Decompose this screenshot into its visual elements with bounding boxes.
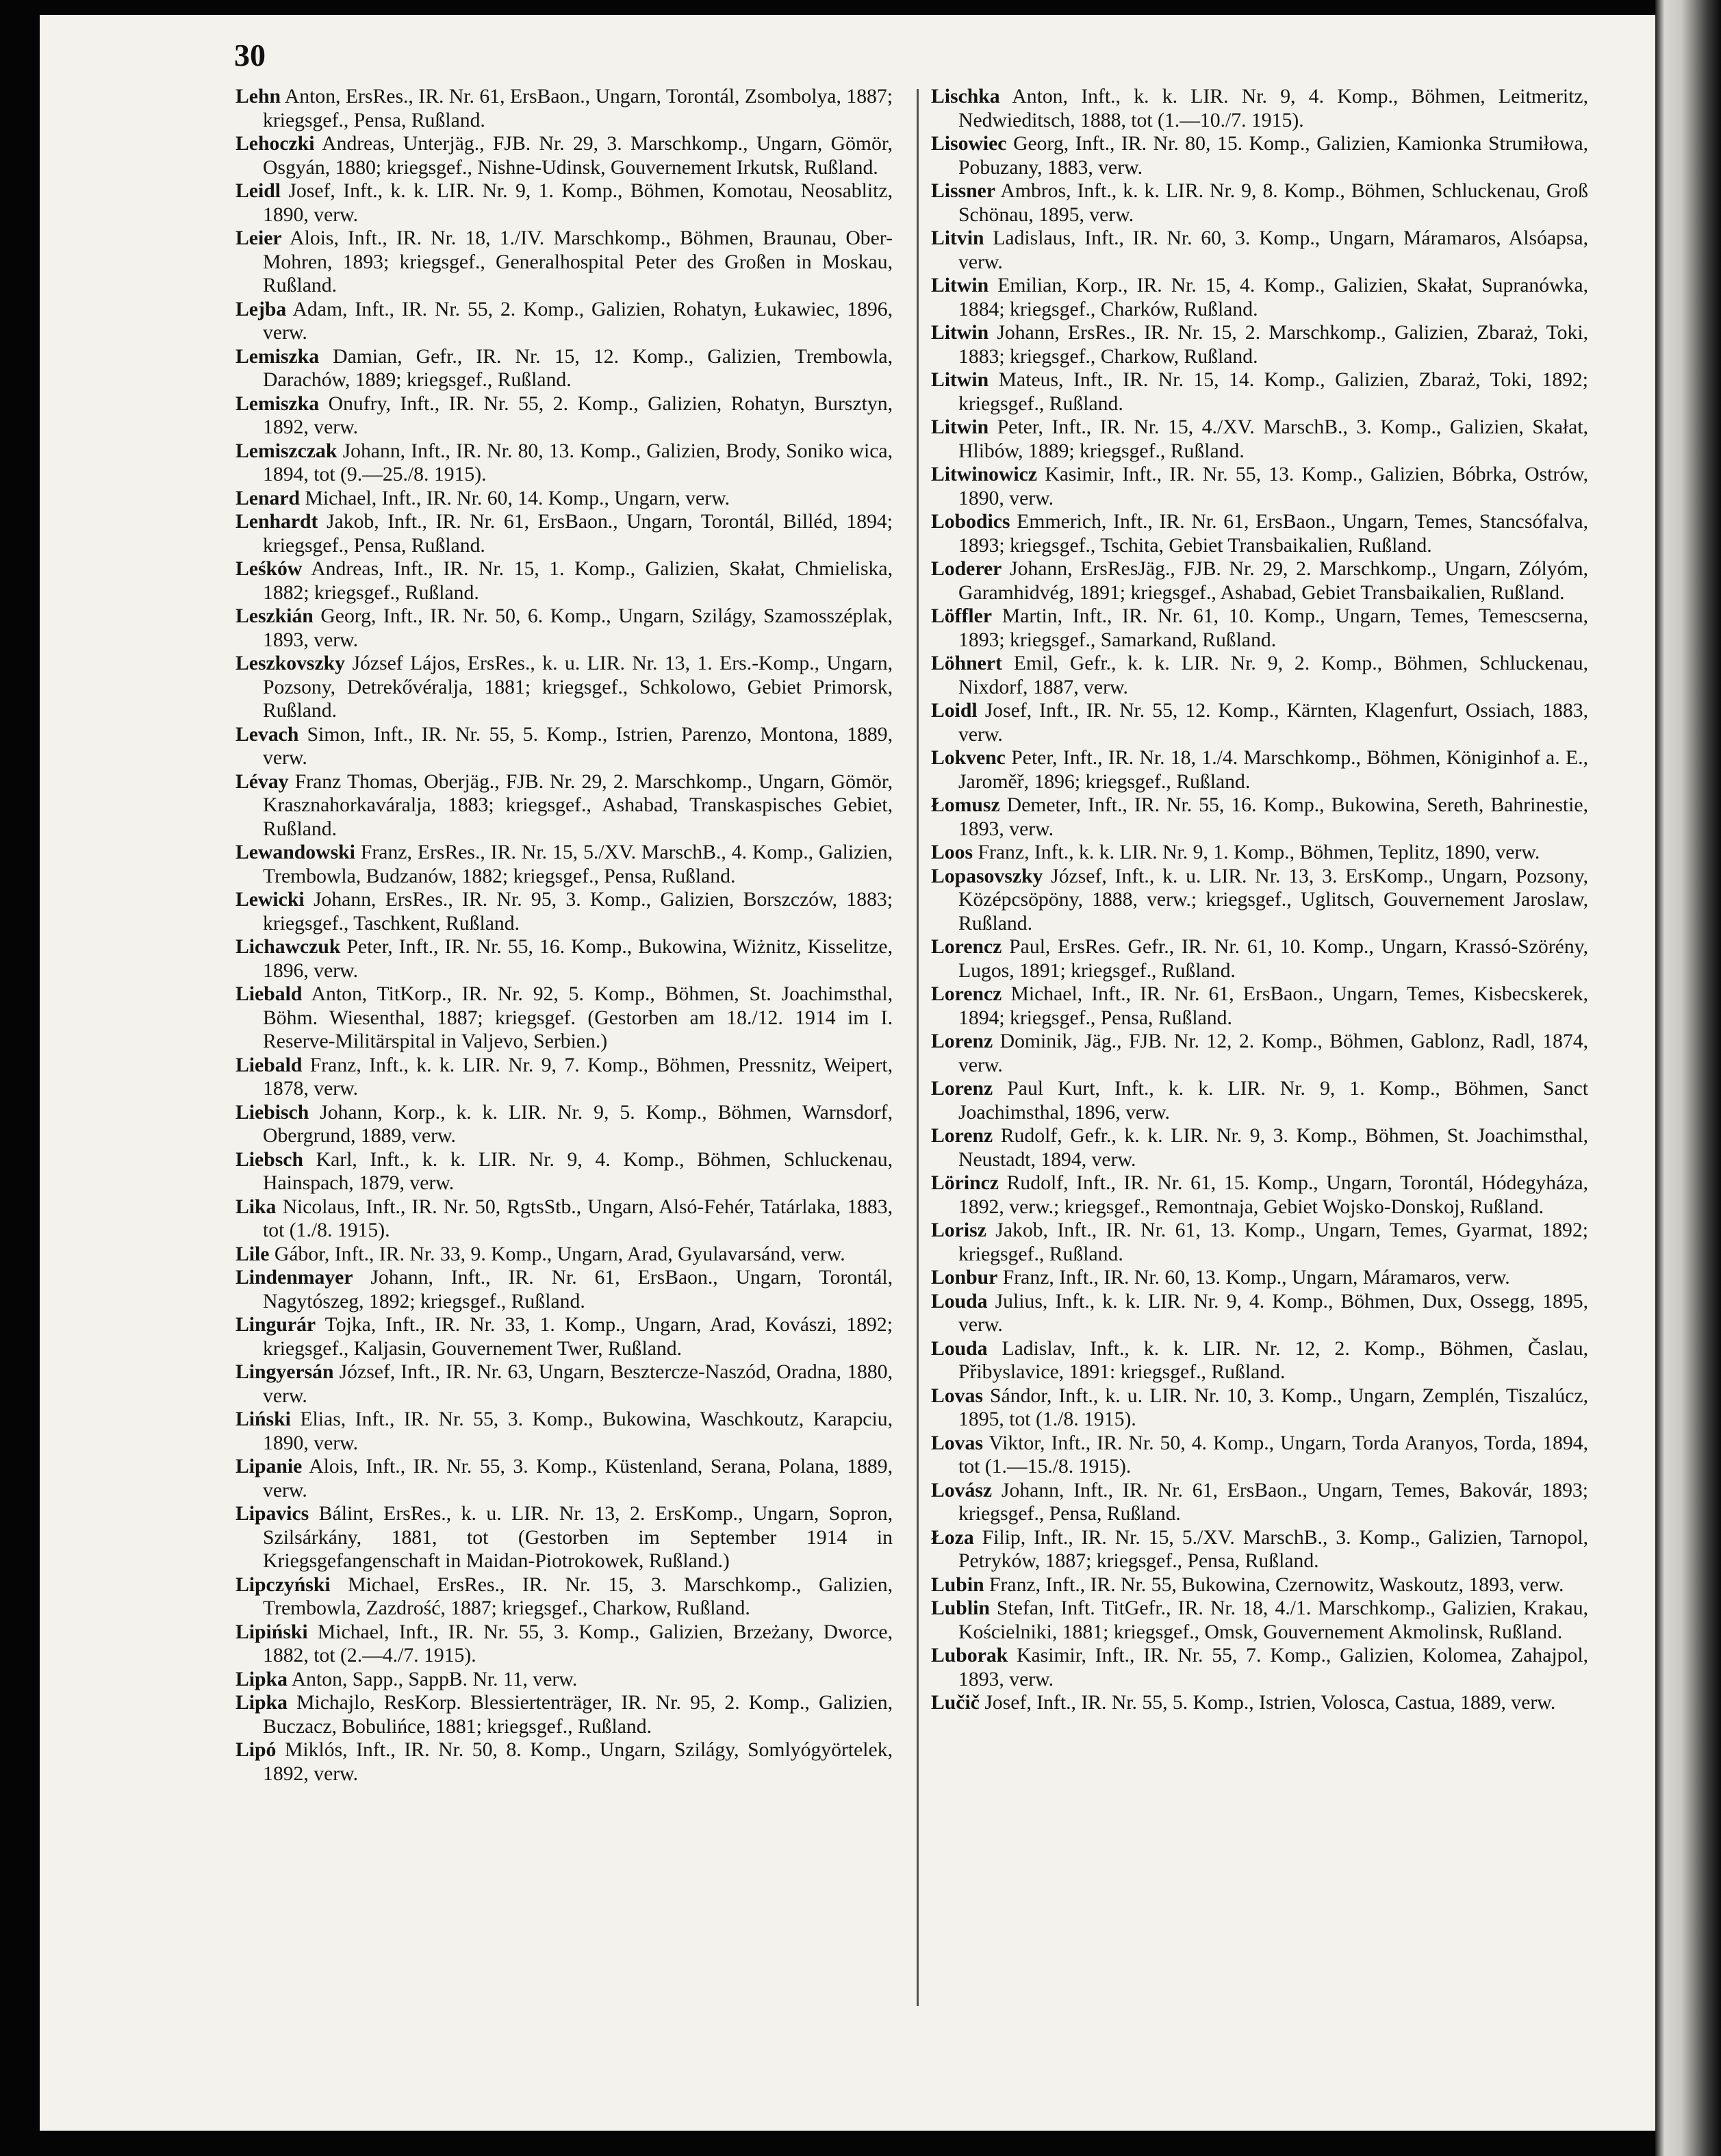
- entry-surname: Lovas: [931, 1432, 983, 1454]
- entry-details: Franz, Inft., k. k. LIR. Nr. 9, 7. Komp., Böhmen, Pressnitz, Weipert, 1878, verw.: [263, 1054, 893, 1100]
- entry-details: Johann, ErsRes., IR. Nr. 15, 2. Marschkomp., Galizien, Zbaraż, Toki, 1883; kriegsgef., Charkow, Rußland.: [958, 322, 1589, 368]
- list-entry: [235, 392, 893, 440]
- entry-details: Julius, Inft., k. k. LIR. Nr. 9, 4. Komp., Böhmen, Dux, Ossegg, 1895, verw.: [958, 1290, 1588, 1336]
- entry-surname: Lemiszka: [235, 345, 320, 368]
- list-entry: [235, 1148, 893, 1195]
- entry-surname: Luborak: [931, 1645, 1008, 1666]
- list-entry: [931, 746, 1588, 794]
- list-entry: [931, 1290, 1588, 1337]
- list-entry: [235, 179, 893, 227]
- entry-details: Ladislaus, Inft., IR. Nr. 60, 3. Komp., Ungarn, Máramaros, Alsóapsa, verw.: [958, 227, 1589, 273]
- entry-surname: Lichawczuk: [235, 936, 341, 958]
- list-entry: [931, 510, 1588, 557]
- entry-surname: Lonbur: [931, 1267, 998, 1289]
- list-entry: [931, 699, 1588, 746]
- list-entry: [931, 1384, 1588, 1432]
- entry-surname: Lipó: [235, 1739, 277, 1761]
- list-entry: [235, 652, 893, 723]
- entry-details: Filip, Inft., IR. Nr. 15, 5./XV. MarschB., 3. Komp., Galizien, Tarnopol, Petryków, 1887; kriegsgef., Pensa, Rußland.: [958, 1526, 1589, 1572]
- entry-surname: Lorisz: [931, 1219, 986, 1241]
- entry-details: Nicolaus, Inft., IR. Nr. 50, RgtsStb., Ungarn, Alsó-Fehér, Tatárlaka, 1883, tot (1./8. 1915).: [263, 1195, 893, 1241]
- list-entry: [235, 888, 893, 935]
- entry-surname: Liebald: [235, 983, 303, 1005]
- entry-details: Emilian, Korp., IR. Nr. 15, 4. Komp., Galizien, Skałat, Supranówka, 1884; kriegsgef., Charków, Rußland.: [958, 275, 1589, 320]
- entry-surname: Löhnert: [931, 652, 1002, 674]
- entry-details: Anton, ErsRes., IR. Nr. 61, ErsBaon., Ungarn, Torontál, Zsombolya, 1887; kriegsgef., Pensa, Rußland.: [263, 86, 893, 131]
- column-divider: [917, 89, 919, 2006]
- list-entry: [931, 463, 1588, 510]
- entry-surname: Litwin: [931, 416, 989, 438]
- entry-details: Miklós, Inft., IR. Nr. 50, 8. Komp., Ungarn, Szilágy, Somlyógyörtelek, 1892, verw.: [263, 1739, 893, 1785]
- entry-details: Josef, Inft., k. k. LIR. Nr. 9, 1. Komp., Böhmen, Komotau, Neosablitz, 1890, verw.: [263, 180, 893, 226]
- entry-surname: Lingyersán: [235, 1361, 334, 1383]
- entry-details: Jakob, Inft., IR. Nr. 61, 13. Komp., Ungarn, Temes, Gyarmat, 1892; kriegsgef., Rußland.: [958, 1219, 1588, 1265]
- entry-details: Peter, Inft., IR. Nr. 15, 4./XV. MarschB., 3. Komp., Galizien, Skałat, Hlibów, 1889; kriegsgef., Rußland.: [958, 416, 1588, 462]
- list-entry: [931, 85, 1588, 132]
- list-entry: [235, 298, 893, 345]
- list-entry: [235, 1691, 893, 1738]
- entry-surname: Lisowiec: [931, 133, 1007, 155]
- entry-surname: Litwinowicz: [931, 464, 1038, 485]
- entry-details: Franz, Inft., k. k. LIR. Nr. 9, 1. Komp., Böhmen, Teplitz, 1890, verw.: [978, 841, 1540, 863]
- list-entry: [235, 132, 893, 179]
- entry-details: Rudolf, Inft., IR. Nr. 61, 15. Komp., Ungarn, Torontál, Hódegyháza, 1892, verw.; kriegsgef., Remontnaja, Gebiet Wojsko-Donskoj, Rußland.: [958, 1172, 1589, 1218]
- entry-details: József, Inft., IR. Nr. 63, Ungarn, Besztercze-Naszód, Oradna, 1880, verw.: [263, 1361, 893, 1407]
- list-entry: [931, 605, 1588, 652]
- entry-surname: Lovas: [931, 1384, 983, 1407]
- entry-details: Johann, ErsRes., IR. Nr. 95, 3. Komp., Galizien, Borszczów, 1883; kriegsgef., Taschkent, Rußland.: [263, 889, 893, 935]
- entry-surname: Lörincz: [931, 1172, 999, 1194]
- entry-details: Franz, Inft., IR. Nr. 60, 13. Komp., Ungarn, Máramaros, verw.: [1002, 1267, 1510, 1289]
- entry-details: Johann, Korp., k. k. LIR. Nr. 9, 5. Komp., Böhmen, Warnsdorf, Obergrund, 1889, verw.: [263, 1101, 893, 1147]
- entry-details: Michael, Inft., IR. Nr. 55, 3. Komp., Galizien, Brzeżany, Dworce, 1882, tot (2.—4./7. 1915).: [263, 1621, 893, 1666]
- entry-details: Adam, Inft., IR. Nr. 55, 2. Komp., Galizien, Rohatyn, Łukawiec, 1896, verw.: [263, 298, 893, 344]
- entry-surname: Lissner: [931, 180, 996, 202]
- entry-surname: Lischka: [931, 86, 1000, 107]
- entry-surname: Louda: [931, 1337, 988, 1360]
- entry-details: Simon, Inft., IR. Nr. 55, 5. Komp., Istrien, Parenzo, Montona, 1889, verw.: [263, 723, 893, 769]
- entry-surname: Lenard: [235, 487, 301, 509]
- list-entry: [931, 1030, 1588, 1077]
- entry-surname: Lindenmayer: [235, 1267, 353, 1289]
- entry-details: Andreas, Inft., IR. Nr. 15, 1. Komp., Galizien, Skałat, Chmieliska, 1882; kriegsgef., Rußland.: [263, 558, 893, 604]
- entry-surname: Lorenz: [931, 1030, 993, 1052]
- list-entry: [235, 85, 893, 132]
- list-entry: [235, 770, 893, 841]
- entry-surname: Litwin: [931, 275, 989, 296]
- entry-details: Sándor, Inft., k. u. LIR. Nr. 10, 3. Komp., Ungarn, Zemplén, Tiszalúcz, 1895, tot (1./8. 1915).: [958, 1384, 1589, 1430]
- entry-surname: Leśków: [235, 558, 303, 580]
- entry-surname: Loderer: [931, 558, 1002, 580]
- entry-surname: Lokvenc: [931, 747, 1006, 769]
- list-entry: [235, 227, 893, 298]
- entry-surname: Lublin: [931, 1597, 990, 1619]
- entry-surname: Loos: [931, 841, 973, 863]
- list-entry: [931, 1526, 1588, 1573]
- list-entry: [931, 1432, 1588, 1479]
- entry-details: Johann, ErsResJäg., FJB. Nr. 29, 2. Marschkomp., Ungarn, Zólyóm, Garamhidvég, 1891; kriegsgef., Ashabad, Gebiet Transbaikalien, Rußland.: [958, 558, 1588, 604]
- entry-surname: Lorenz: [931, 1125, 993, 1147]
- entry-surname: Leszkián: [235, 605, 314, 627]
- entry-details: Bálint, ErsRes., k. u. LIR. Nr. 13, 2. ErsKomp., Ungarn, Sopron, Szilsárkány, 1881, tot (Gestorben im September 1914 in Kriegsgefangenschaft in Maidan-Piotrokowek, Rußland.): [263, 1503, 893, 1572]
- list-entry: [235, 723, 893, 770]
- list-entry: [235, 510, 893, 557]
- entry-details: Dominik, Jäg., FJB. Nr. 12, 2. Komp., Böhmen, Gablonz, Radl, 1874, verw.: [958, 1030, 1588, 1076]
- list-entry: [235, 1573, 893, 1621]
- entry-details: Michael, Inft., IR. Nr. 61, ErsBaon., Ungarn, Temes, Kisbecskerek, 1894; kriegsgef., Pensa, Rußland.: [958, 983, 1588, 1029]
- list-entry: [931, 557, 1588, 605]
- entry-details: Kasimir, Inft., IR. Nr. 55, 7. Komp., Galizien, Kolomea, Zahajpol, 1893, verw.: [958, 1645, 1588, 1690]
- entry-surname: Levach: [235, 723, 299, 746]
- entry-details: Franz, Inft., IR. Nr. 55, Bukowina, Czernowitz, Waskoutz, 1893, verw.: [989, 1573, 1564, 1596]
- entry-details: Emmerich, Inft., IR. Nr. 61, ErsBaon., Ungarn, Temes, Stancsófalva, 1893; kriegsgef., Tschita, Gebiet Transbaikalien, Rußland.: [958, 511, 1589, 557]
- list-entry: [931, 841, 1588, 865]
- list-entry: [931, 1691, 1588, 1715]
- entry-details: Mateus, Inft., IR. Nr. 15, 14. Komp., Galizien, Zbaraż, Toki, 1892; kriegsgef., Rußland.: [958, 369, 1589, 415]
- entry-details: Georg, Inft., IR. Nr. 50, 6. Komp., Ungarn, Szilágy, Szamosszéplak, 1893, verw.: [263, 605, 893, 651]
- list-entry: [931, 321, 1588, 368]
- list-entry: [235, 1621, 893, 1668]
- entry-surname: Litvin: [931, 227, 984, 249]
- list-entry: [235, 557, 893, 605]
- entry-surname: Lorencz: [931, 983, 1002, 1005]
- entry-surname: Lewicki: [235, 889, 305, 911]
- list-entry: [931, 1124, 1588, 1171]
- list-entry: [235, 982, 893, 1054]
- entry-details: Peter, Inft., IR. Nr. 55, 16. Komp., Bukowina, Wiżnitz, Kisselitze, 1896, verw.: [263, 936, 893, 982]
- entry-surname: Lipavics: [235, 1503, 309, 1525]
- entry-details: József Lájos, ErsRes., k. u. LIR. Nr. 13, 1. Ers.-Komp., Ungarn, Pozsony, Detrekővéralja, 1881; kriegsgef., Schkolowo, Gebiet Primorsk, Rußland.: [263, 652, 893, 722]
- list-entry: [235, 1243, 893, 1267]
- list-entry: [931, 227, 1588, 274]
- entry-surname: Leszkovszky: [235, 652, 345, 674]
- list-entry: [931, 274, 1588, 321]
- entry-surname: Liebisch: [235, 1101, 309, 1124]
- entry-details: Franz Thomas, Oberjäg., FJB. Nr. 29, 2. Marschkomp., Ungarn, Gömör, Krasznahorkaváralja, 1883; kriegsgef., Ashabad, Transkaspisches Gebiet, Rußland.: [263, 770, 893, 840]
- entry-surname: Litwin: [931, 322, 989, 344]
- list-entry: [235, 841, 893, 888]
- entry-details: Stefan, Inft. TitGefr., IR. Nr. 18, 4./1. Marschkomp., Galizien, Krakau, Kościelniki, 1881; kriegsgef., Omsk, Gouvernement Akmolinsk, Rußland.: [958, 1597, 1589, 1643]
- entry-surname: Lopasovszky: [931, 865, 1043, 887]
- entry-surname: Lile: [235, 1243, 270, 1265]
- entry-details: Elias, Inft., IR. Nr. 55, 3. Komp., Bukowina, Waschkoutz, Karapciu, 1890, verw.: [263, 1408, 893, 1454]
- list-entry: [931, 1573, 1588, 1597]
- entry-details: Ambros, Inft., k. k. LIR. Nr. 9, 8. Komp., Böhmen, Schluckenau, Groß Schönau, 1895, verw.: [958, 180, 1588, 226]
- list-entry: [235, 1502, 893, 1573]
- entry-surname: Lenhardt: [235, 511, 318, 533]
- entry-details: Demeter, Inft., IR. Nr. 55, 16. Komp., Bukowina, Sereth, Bahrinestie, 1893, verw.: [958, 794, 1588, 840]
- entry-surname: Liński: [235, 1408, 291, 1430]
- entry-details: József, Inft., k. u. LIR. Nr. 13, 3. ErsKomp., Ungarn, Pozsony, Középcsöpöny, 1888, verw.; kriegsgef., Uglitsch, Gouvernement Jaroslaw, Rußland.: [958, 865, 1589, 935]
- entry-details: Andreas, Unterjäg., FJB. Nr. 29, 3. Marschkomp., Ungarn, Gömör, Osgyán, 1880; kriegsgef., Nishne-Udinsk, Gouvernement Irkutsk, Rußland.: [263, 133, 893, 179]
- entry-details: Josef, Inft., IR. Nr. 55, 12. Komp., Kärnten, Klagenfurt, Ossiach, 1883, verw.: [958, 700, 1589, 746]
- entry-surname: Liebsch: [235, 1148, 303, 1171]
- entry-details: Franz, ErsRes., IR. Nr. 15, 5./XV. MarschB., 4. Komp., Galizien, Trembowla, Budzanów, 1882; kriegsgef., Pensa, Rußland.: [263, 841, 893, 887]
- entry-surname: Lučič: [931, 1692, 980, 1714]
- entry-details: Georg, Inft., IR. Nr. 80, 15. Komp., Galizien, Kamionka Strumiłowa, Pobuzany, 1883, verw.: [958, 133, 1588, 179]
- entry-surname: Lipiński: [235, 1621, 308, 1643]
- list-entry: [235, 935, 893, 982]
- entry-details: Kasimir, Inft., IR. Nr. 55, 13. Komp., Galizien, Bóbrka, Ostrów, 1890, verw.: [958, 464, 1588, 509]
- entry-details: Damian, Gefr., IR. Nr. 15, 12. Komp., Galizien, Trembowla, Darachów, 1889; kriegsgef., Rußland.: [263, 345, 893, 391]
- entry-details: Anton, TitKorp., IR. Nr. 92, 5. Komp., Böhmen, St. Joachimsthal, Böhm. Wiesenthal, 1887; kriegsgef. (Gestorben am 18./12. 1914 im I. Reserve-Militärspital in Valjevo, Serbien.): [263, 983, 893, 1052]
- entry-surname: Lewandowski: [235, 841, 355, 863]
- entry-details: Jakob, Inft., IR. Nr. 61, ErsBaon., Ungarn, Torontál, Billéd, 1894; kriegsgef., Pensa, Rußland.: [263, 511, 893, 557]
- list-entry: [931, 982, 1588, 1030]
- entry-surname: Lemiszka: [235, 392, 320, 415]
- list-entry: [931, 1644, 1588, 1691]
- entry-details: Viktor, Inft., IR. Nr. 50, 4. Komp., Ungarn, Torda Aranyos, Torda, 1894, tot (1.—15./8. 1915).: [958, 1432, 1588, 1478]
- list-entry: [931, 1171, 1588, 1219]
- entry-surname: Louda: [931, 1290, 988, 1312]
- entry-details: Karl, Inft., k. k. LIR. Nr. 9, 4. Komp., Böhmen, Schluckenau, Hainspach, 1879, verw.: [263, 1148, 893, 1194]
- entry-details: Paul, ErsRes. Gefr., IR. Nr. 61, 10. Komp., Ungarn, Krassó-Szörény, Lugos, 1891; kriegsgef., Rußland.: [958, 936, 1588, 982]
- list-entry: [931, 1077, 1588, 1124]
- entry-details: Martin, Inft., IR. Nr. 61, 10. Komp., Ungarn, Temes, Temescserna, 1893; kriegsgef., Samarkand, Rußland.: [958, 605, 1589, 651]
- entry-details: Alois, Inft., IR. Nr. 18, 1./IV. Marschkomp., Böhmen, Braunau, Ober-Mohren, 1893; kriegsgef., Generalhospital Peter des Großen in Moskau, Rußland.: [263, 227, 893, 296]
- entry-details: Michael, ErsRes., IR. Nr. 15, 3. Marschkomp., Galizien, Trembowla, Zazdrość, 1887; kriegsgef., Charkow, Rußland.: [263, 1573, 893, 1619]
- entry-details: Josef, Inft., IR. Nr. 55, 5. Komp., Istrien, Volosca, Castua, 1889, verw.: [984, 1692, 1556, 1714]
- entry-surname: Lipka: [235, 1668, 288, 1690]
- entry-surname: Lorencz: [931, 936, 1002, 958]
- list-entry: [931, 416, 1588, 463]
- entry-surname: Lingurár: [235, 1314, 316, 1336]
- list-entry: [235, 605, 893, 652]
- list-entry: [931, 132, 1588, 179]
- entry-details: Michajlo, ResKorp. Blessiertenträger, IR. Nr. 95, 2. Komp., Galizien, Buczacz, Bobulińce, 1881; kriegsgef., Rußland.: [263, 1692, 893, 1738]
- entry-surname: Lévay: [235, 770, 289, 793]
- entry-surname: Lemiszczak: [235, 440, 337, 462]
- list-entry: [235, 1455, 893, 1502]
- entry-surname: Lipanie: [235, 1456, 303, 1478]
- list-entry: [235, 1668, 893, 1692]
- left-column: [235, 85, 893, 1786]
- entry-details: Gábor, Inft., IR. Nr. 33, 9. Komp., Ungarn, Arad, Gyulavarsánd, verw.: [274, 1243, 845, 1265]
- list-entry: [235, 1313, 893, 1360]
- entry-surname: Lovász: [931, 1479, 993, 1501]
- list-entry: [931, 865, 1588, 936]
- entry-details: Alois, Inft., IR. Nr. 55, 3. Komp., Küstenland, Serana, Polana, 1889, verw.: [263, 1456, 893, 1501]
- page-number: 30: [234, 38, 266, 73]
- list-entry: [931, 179, 1588, 227]
- entry-surname: Litwin: [931, 369, 989, 391]
- list-entry: [235, 1101, 893, 1148]
- entry-details: Onufry, Inft., IR. Nr. 55, 2. Komp., Galizien, Rohatyn, Bursztyn, 1892, verw.: [263, 392, 893, 438]
- entry-details: Ladislav, Inft., k. k. LIR. Nr. 12, 2. Komp., Böhmen, Časlau, Přibyslavice, 1891: kriegsgef., Rußland.: [958, 1337, 1588, 1383]
- right-column: [931, 85, 1588, 1715]
- entry-surname: Lehoczki: [235, 133, 315, 155]
- entry-details: Johann, Inft., IR. Nr. 61, ErsBaon., Ungarn, Temes, Bakovár, 1893; kriegsgef., Pensa, Rußland.: [958, 1479, 1589, 1525]
- entry-surname: Łoza: [931, 1526, 974, 1549]
- entry-details: Peter, Inft., IR. Nr. 18, 1./4. Marschkomp., Böhmen, Königinhof a. E., Jaroměř, 1896; kriegsgef., Rußland.: [958, 747, 1589, 793]
- list-entry: [931, 1479, 1588, 1526]
- list-entry: [235, 440, 893, 487]
- entry-surname: Lipka: [235, 1692, 288, 1714]
- list-entry: [931, 794, 1588, 841]
- entry-surname: Łomusz: [931, 794, 1000, 816]
- entry-surname: Leier: [235, 227, 282, 249]
- entry-details: Rudolf, Gefr., k. k. LIR. Nr. 9, 3. Komp., Böhmen, St. Joachimsthal, Neustadt, 1894, verw.: [958, 1125, 1589, 1171]
- entry-details: Michael, Inft., IR. Nr. 60, 14. Komp., Ungarn, verw.: [305, 487, 730, 509]
- entry-surname: Leidl: [235, 180, 281, 202]
- entry-surname: Loidl: [931, 700, 978, 722]
- entry-details: Tojka, Inft., IR. Nr. 33, 1. Komp., Ungarn, Arad, Kovászi, 1892; kriegsgef., Kaljasin, Gouvernement Twer, Rußland.: [263, 1314, 893, 1360]
- list-entry: [235, 1738, 893, 1786]
- list-entry: [931, 1266, 1588, 1290]
- list-entry: [931, 1337, 1588, 1384]
- list-entry: [931, 368, 1588, 416]
- entry-surname: Lejba: [235, 298, 287, 320]
- entry-surname: Lorenz: [931, 1078, 993, 1100]
- entry-surname: Lehn: [235, 86, 281, 107]
- list-entry: [235, 1360, 893, 1408]
- entry-surname: Liebald: [235, 1054, 303, 1076]
- list-entry: [235, 487, 893, 511]
- entry-details: Johann, Inft., IR. Nr. 61, ErsBaon., Ungarn, Torontál, Nagytószeg, 1892; kriegsgef., Rußland.: [263, 1267, 893, 1312]
- list-entry: [235, 1195, 893, 1243]
- entry-details: Anton, Sapp., SappB. Nr. 11, verw.: [291, 1668, 578, 1690]
- list-entry: [931, 652, 1588, 699]
- entry-surname: Löffler: [931, 605, 993, 627]
- entry-surname: Lika: [235, 1195, 277, 1218]
- list-entry: [235, 1054, 893, 1101]
- entry-details: Emil, Gefr., k. k. LIR. Nr. 9, 2. Komp., Böhmen, Schluckenau, Nixdorf, 1887, verw.: [958, 652, 1588, 698]
- list-entry: [235, 1266, 893, 1313]
- entry-surname: Lobodics: [931, 511, 1010, 533]
- list-entry: [931, 1597, 1588, 1644]
- entry-surname: Lubin: [931, 1573, 984, 1596]
- entry-details: Johann, Inft., IR. Nr. 80, 13. Komp., Galizien, Brody, Soniko wica, 1894, tot (9.—25./8. 1915).: [263, 440, 893, 485]
- entry-details: Paul Kurt, Inft., k. k. LIR. Nr. 9, 1. Komp., Böhmen, Sanct Joachimsthal, 1896, verw.: [958, 1078, 1588, 1124]
- list-entry: [235, 345, 893, 392]
- list-entry: [235, 1408, 893, 1455]
- entry-details: Anton, Inft., k. k. LIR. Nr. 9, 4. Komp., Böhmen, Leitmeritz, Nedwieditsch, 1888, tot (1.—10./7. 1915).: [958, 86, 1588, 131]
- list-entry: [931, 935, 1588, 982]
- entry-surname: Lipczyński: [235, 1573, 331, 1596]
- page-edge: [1655, 0, 1721, 2156]
- list-entry: [931, 1219, 1588, 1266]
